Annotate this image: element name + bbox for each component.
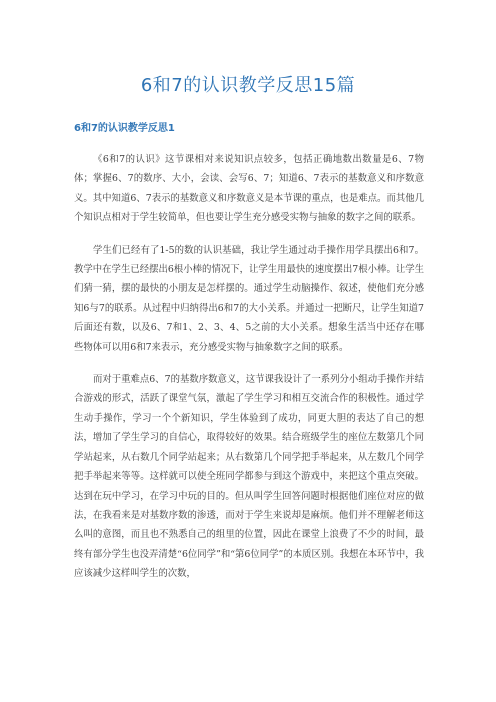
paragraph-1: 《6和7的认识》这节课相对来说知识点较多，包括正确地数出数量是6、7物体；掌握6、7的数序、大小，会读、会写6、7；知道6、7表示的基数意义和序数意义。其中知道6、7表示的基数意义和序数意义是本节课的重点，也是难点。而其他几个知识点相对于学生较简单，但也要让学生充分感受实物与抽象的数字之间的联系。 — [74, 154, 424, 224]
section-heading: 6和7的认识教学反思1 — [74, 123, 175, 134]
paragraph-2: 学生们已经有了1-5的数的认识基础，我让学生通过动手操作用学具摆出6和7。教学中在学生已经摆出6根小棒的情况下，让学生用最快的速度摆出7根小棒。让学生们猜一猜，摆的最快的小朋友是怎样摆的。通过学生动脑操作、叙述，使他们充分感知6与7的联系。从过程中归纳得出6和7的大小关系。并通过一把断尺，让学生知道7后面还有数，以及6、7和1、2、3、4、5之前的大小关系。想象生活当中还存在哪些物体可以用6和7来表示，充分感受实物与抽象数字之间的联系。 — [74, 244, 424, 353]
document-title: 6和7的认识教学反思15篇 — [140, 75, 356, 96]
document-body — [74, 150, 424, 597]
paragraph-3: 而对于重难点6、7的基数序数意义，这节课我设计了一系列分小组动手操作并结合游戏的形式，活跃了课堂气氛，激起了学生学习和相互交流合作的积极性。通过学生动手操作，学习一个个新知识，学生体验到了成功，同更大胆的表达了自己的想法，增加了学生学习的自信心，取得较好的效果。结合班级学生的座位左数第几个同学站起来，从右数几个同学站起来；从右数第几个同学把手举起来，从左数几个同学把手举起来等等。这样就可以使全班同学都参与到这个游戏中，来把这个重点突破。达到在玩中学习，在学习中玩的目的。但从叫学生回答问题时根据他们座位对应的做法，在我看来是对基数序数的渗透，而对于学生来说却是麻烦。他们并不理解老师这么叫的意图，而且也不熟悉自己的组里的位置，因此在课堂上浪费了不少的时间，最终有部分学生也没弄清楚“6位同学”和“第6位同学”的本质区别。我想在本环节中，我应该减少这样叫学生的次数， — [74, 374, 424, 580]
